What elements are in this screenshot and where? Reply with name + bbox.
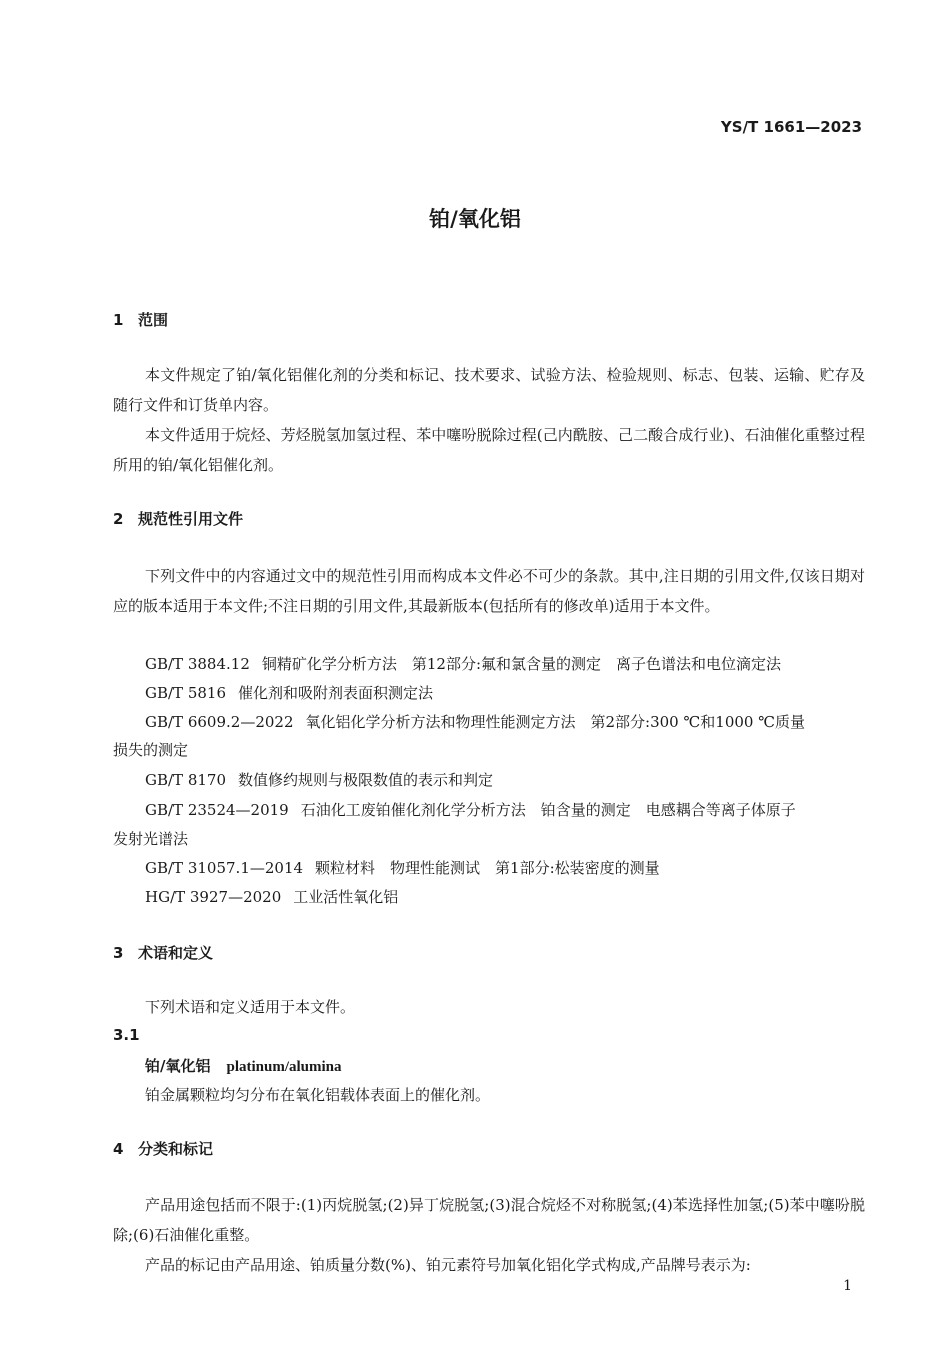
reference-continuation: 损失的测定 [113, 741, 189, 759]
reference-item [145, 857, 660, 878]
reference-title: 催化剂和吸附剂表面积测定法 [238, 684, 434, 702]
page-title: 铂/氧化铝 [429, 207, 521, 231]
reference-title: 铜精矿化学分析方法 第12部分:氟和氯含量的测定 离子色谱法和电位滴定法 [261, 655, 782, 673]
reference-item [145, 682, 433, 703]
reference-code: GB/T 31057.1—2014 [145, 859, 304, 877]
section-number: 4 [113, 1140, 124, 1158]
reference-continuation: 发射光谱法 [113, 830, 189, 848]
section-title: 分类和标记 [138, 1140, 214, 1158]
reference-item [145, 799, 796, 820]
reference-code: HG/T 3927—2020 [145, 888, 282, 906]
section-2-heading [113, 508, 243, 529]
section-number: 2 [113, 510, 124, 528]
section-title: 规范性引用文件 [138, 510, 244, 528]
reference-title: 氧化铝化学分析方法和物理性能测定方法 第2部分:300 ℃和1000 ℃质量 [305, 713, 805, 731]
reference-code: GB/T 6609.2—2022 [145, 713, 294, 731]
reference-title: 数值修约规则与极限数值的表示和判定 [238, 771, 494, 789]
term-chinese: 铂/氧化铝 [145, 1057, 211, 1075]
reference-title: 颗粒材料 物理性能测试 第1部分:松装密度的测量 [315, 859, 660, 877]
section-title: 范围 [138, 311, 169, 329]
reference-title: 石油化工废铂催化剂化学分析方法 铂含量的测定 电感耦合等离子体原子 [300, 801, 796, 819]
section-1-heading [113, 309, 168, 330]
term-number: 3.1 [113, 1026, 140, 1044]
paragraph: 产品用途包括而不限于:(1)丙烷脱氢;(2)异丁烷脱氢;(3)混合烷烃不对称脱氢;(4)苯选择性加氢;(5)苯中噻吩脱除;(6)石油催化重整。 [113, 1196, 865, 1244]
paragraph: 产品的标记由产品用途、铂质量分数(%)、铂元素符号加氧化铝化学式构成,产品牌号表示为: [145, 1256, 751, 1274]
section-number: 1 [113, 311, 124, 329]
section-3-heading [113, 942, 213, 963]
reference-title: 工业活性氧化铝 [293, 888, 399, 906]
paragraph: 下列术语和定义适用于本文件。 [145, 998, 356, 1016]
reference-code: GB/T 5816 [145, 684, 227, 702]
reference-item [145, 886, 398, 907]
term-definition: 铂金属颗粒均匀分布在氧化铝载体表面上的催化剂。 [145, 1086, 491, 1104]
section-title: 术语和定义 [138, 944, 214, 962]
reference-item [145, 653, 781, 674]
reference-item [145, 711, 805, 732]
paragraph: 下列文件中的内容通过文中的规范性引用而构成本文件必不可少的条款。其中,注日期的引用文件,仅该日期对应的版本适用于本文件;不注日期的引用文件,其最新版本(包括所有的修改单)适用于本文件。 [113, 567, 865, 615]
reference-code: GB/T 8170 [145, 771, 227, 789]
section-number: 3 [113, 944, 124, 962]
reference-item [145, 769, 493, 790]
document-code: YS/T 1661—2023 [720, 118, 862, 136]
term-english: platinum/alumina [226, 1059, 342, 1075]
reference-code: GB/T 3884.12 [145, 655, 250, 673]
section-4-heading [113, 1138, 213, 1159]
page-number: 1 [843, 1278, 852, 1294]
term-entry [145, 1055, 342, 1076]
reference-code: GB/T 23524—2019 [145, 801, 289, 819]
paragraph: 本文件适用于烷烃、芳烃脱氢加氢过程、苯中噻吩脱除过程(己内酰胺、己二酸合成行业)、石油催化重整过程所用的铂/氧化铝催化剂。 [113, 426, 865, 474]
paragraph: 本文件规定了铂/氧化铝催化剂的分类和标记、技术要求、试验方法、检验规则、标志、包装、运输、贮存及随行文件和订货单内容。 [113, 366, 865, 414]
